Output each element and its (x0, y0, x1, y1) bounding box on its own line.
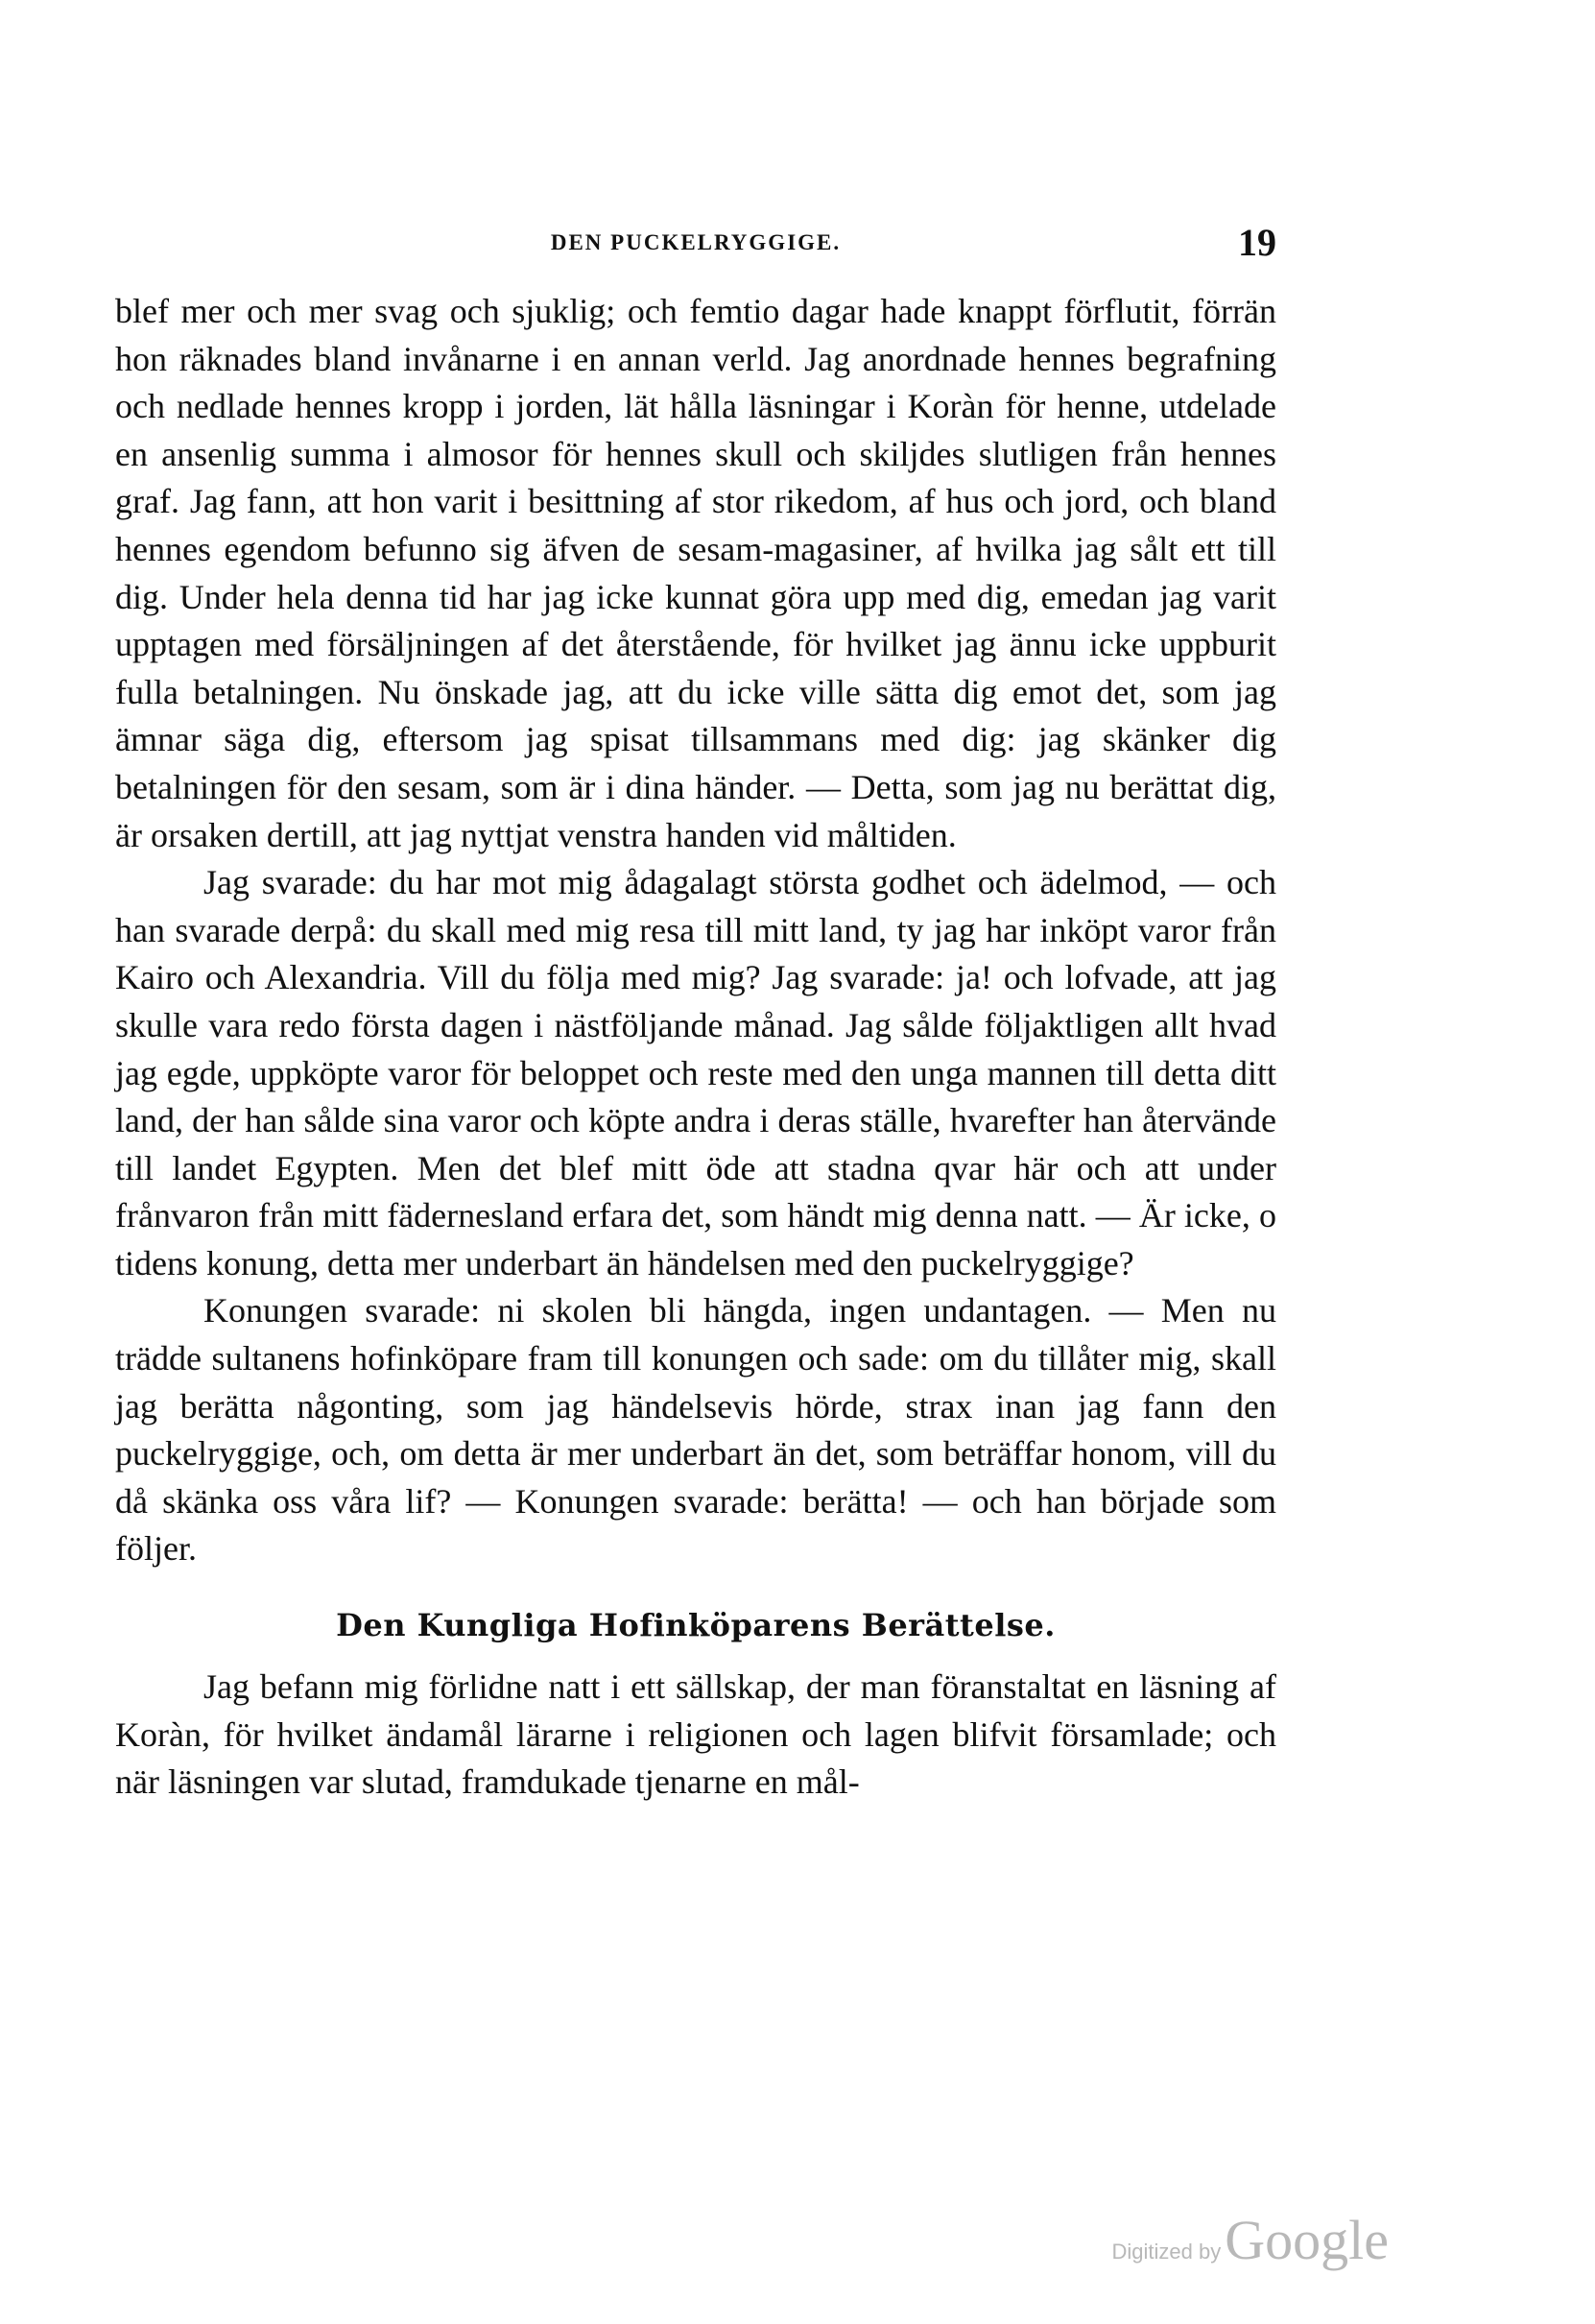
body-text (115, 288, 1276, 1807)
paragraph-continued: blef mer och mer svag och sjuklig; och femtio dagar hade knappt förflutit, förrän hon räknades bland invånarne i en annan verld. Jag anordnade hennes begrafning och nedlade hennes kropp i jorden, lät hålla läsningar i Koràn för henne, utdelade en ansenlig summa i almosor för hennes skull och skiljdes slutligen från hennes graf. Jag fann, att hon varit i besittning af stor rikedom, af hus och jord, och bland hennes egendom befunno sig äfven de sesam-magasiner, af hvilka jag sålt ett till dig. Under hela denna tid har jag icke kunnat göra upp med dig, emedan jag varit upptagen med försäljningen af det återstående, för hvilket jag ännu icke uppburit fulla betalningen. Nu önskade jag, att du icke ville sätta dig emot det, som jag ämnar säga dig, eftersom jag spisat tillsammans med dig: jag skänker dig betalningen för den sesam, som är i dina händer. — Detta, som jag nu berättat dig, är orsaken dertill, att jag nyttjat venstra handen vid måltiden. (115, 292, 1276, 854)
section-paragraph: Jag befann mig förlidne natt i ett sällskap, der man föranstaltat en läsning af Koràn, för hvilket ändamål lärarne i religionen och lagen blifvit församlade; och när läsningen var slutad, framdukade tjenarne en mål- (115, 1667, 1276, 1802)
digitized-watermark (1112, 2208, 1389, 2275)
watermark-prefix: Digitized by (1111, 2240, 1222, 2264)
paragraph: Jag svarade: du har mot mig ådagalagt största godhet och ädelmod, — och han svarade derpå: du skall med mig resa till mitt land, ty jag har inköpt varor från Kairo och Alexandria. Vill du följa med mig? Jag svarade: ja! och lofvade, att jag skulle vara redo första dagen i nästföljande månad. Jag sålde följaktligen allt hvad jag egde, uppköpte varor för beloppet och reste med den unga mannen till detta ditt land, der han sålde sina varor och köpte andra i deras ställe, hvarefter han återvände till landet Egypten. Men det blef mitt öde att stadna qvar här och att under frånvaron från mitt fädernesland erfara det, som händt mig denna natt. — Är icke, o tidens konung, detta mer underbart än händelsen med den puckelryggige? (115, 863, 1276, 1282)
page-number: 19 (1238, 221, 1276, 264)
watermark-brand: Google (1225, 2209, 1389, 2271)
paragraph: Konungen svarade: ni skolen bli hängda, ingen undantagen. — Men nu trädde sultanens hofinköpare fram till konungen och sade: om du tillåter mig, skall jag berätta någonting, som jag händelsevis hörde, strax inan jag fann den puckelryggige, och, om detta är mer underbart än det, som beträffar honom, vill du då skänka oss våra lif? — Konungen svarade: berätta! — och han började som följer. (115, 1291, 1276, 1569)
running-title: DEN PUCKELRYGGIGE. (550, 230, 842, 254)
running-head (115, 219, 1276, 267)
section-heading: Den Kungliga Hofinköparens Berättelse. (336, 1607, 1056, 1644)
